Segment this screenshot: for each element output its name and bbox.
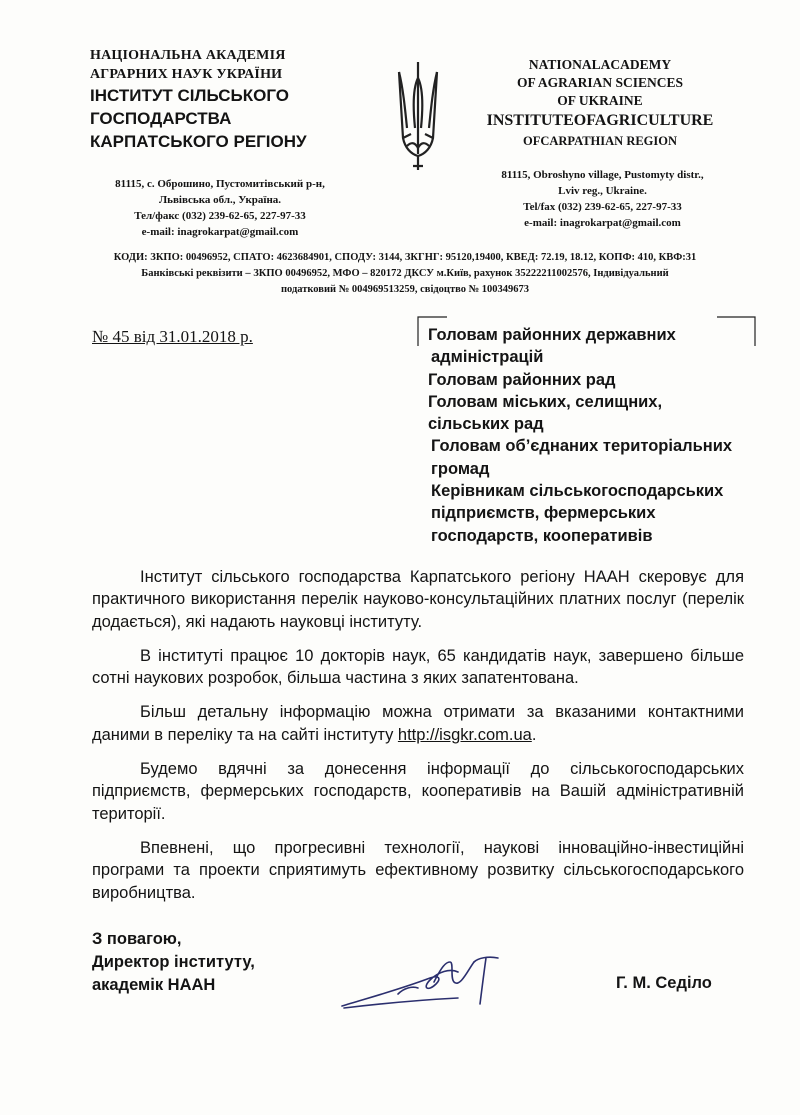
addressee-line: громад: [431, 459, 490, 478]
codes-line3: податковий № 004969513259, свідоцтво № 100349673: [280, 284, 530, 295]
handwritten-signature: [338, 948, 528, 1018]
institute-name-en-line1: INSTITUTEOFAGRICULTURE: [486, 112, 714, 129]
institute-name-line2: ГОСПОДАРСТВА: [90, 109, 232, 128]
address-line2: Львівська обл., Україна.: [158, 194, 282, 206]
addressee-line: Керівникам сільськогосподарських: [431, 482, 724, 501]
registration-codes: [60, 250, 750, 298]
signer-title: Директор інституту,: [92, 953, 255, 971]
institute-name-line3: КАРПАТСЬКОГО РЕГІОНУ: [90, 132, 307, 151]
org-name-en-line1: NATIONALACADEMY: [528, 57, 672, 72]
signoff-block: [92, 928, 255, 997]
closing-phrase: З повагою,: [92, 930, 182, 948]
org-name-en-line2: OF AGRARIAN SCIENCES: [516, 75, 684, 90]
institute-name-en-line2: OFCARPATHIAN REGION: [522, 134, 678, 148]
email-line: e-mail: inagrokarpat@gmail.com: [141, 226, 299, 238]
org-name-en-line3: OF UKRAINE: [557, 93, 643, 108]
body-paragraph-2: В інституті працює 10 докторів наук, 65 кандидатів наук, завершено більше сотні наукових розробок, більша частина з яких запатентована.: [92, 646, 744, 688]
body-paragraph-3-end: .: [531, 725, 537, 744]
header-right-address: [470, 167, 735, 231]
address-en-line2: Lviv reg., Ukraine.: [558, 185, 647, 197]
institute-website-link[interactable]: http://isgkr.com.ua: [397, 725, 532, 744]
email-en-line: e-mail: inagrokarpat@gmail.com: [524, 217, 681, 229]
signer-rank: академік НААН: [92, 976, 216, 994]
header-left-address: [100, 176, 340, 240]
addressee-line: Головам міських, селищних,: [428, 392, 663, 411]
header-right-org: [470, 56, 730, 150]
trident-emblem-icon: [393, 58, 443, 178]
org-name-line2: АГРАРНИХ НАУК УКРАЇНИ: [90, 67, 283, 82]
addressee-line: господарств, кооперативів: [431, 526, 653, 545]
body-paragraph-5: Впевнені, що прогресивні технології, наукові інноваційно-інвестиційні програми та проекти сприятимуть ефективному розвитку сільськогосподарського виробництва.: [92, 838, 744, 902]
institute-name-line1: ІНСТИТУТ СІЛЬСЬКОГО: [90, 86, 289, 105]
addressee-line: Головам районних рад: [428, 370, 616, 389]
signer-name: Г. М. Седіло: [616, 974, 712, 992]
addressee-line: Головам районних державних: [428, 326, 676, 344]
addressee-line: сільських рад: [428, 415, 544, 434]
addressee-block: [428, 324, 758, 547]
org-name-line1: НАЦІОНАЛЬНА АКАДЕМІЯ: [90, 48, 286, 63]
body-paragraph-3: [92, 701, 744, 746]
body-paragraph-1: Інститут сільського господарства Карпатського регіону НААН скеровує для практичного використання перелік науково-консультаційних платних послуг (перелік додається), які надають науковці інституту.: [92, 568, 744, 631]
addressee-line: підприємств, фермерських: [431, 504, 656, 523]
codes-line2: Банківські реквізити – ЗКПО 00496952, МФО – 820172 ДКСУ м.Київ, рахунок 35222211002576, Індивідуальний: [141, 268, 669, 279]
letter-reference: № 45 від 31.01.2018 р.: [92, 327, 253, 346]
addressee-line: Головам об’єднаних територіальних: [431, 437, 733, 456]
phone-line: Тел/факс (032) 239-62-65, 227-97-33: [134, 210, 306, 222]
codes-line1: КОДИ: ЗКПО: 00496952, СПАТО: 4623684901, СПОДУ: 3144, ЗКГНГ: 95120,19400, КВЕД: 72.19, 18.12, КОПФ: 410, КВФ:31: [113, 252, 697, 263]
header-left-org: [90, 46, 350, 153]
address-en-line1: 81115, Obroshyno village, Pustomyty distr.,: [501, 169, 704, 181]
address-line1: 81115, с. Оброшино, Пустомитівський р-н,: [115, 178, 325, 190]
body-paragraph-3-text: Більш детальну інформацію можна отримати за вказаними контактними даними в переліку та на сайті інституту: [92, 703, 744, 744]
addressee-line: адміністрацій: [431, 348, 544, 367]
body-paragraph-4: Будемо вдячні за донесення інформації до сільськогосподарських підприємств, фермерських господарств, кооперативів на Вашій адміністративній території.: [92, 760, 744, 823]
letter-body: [92, 566, 744, 916]
phone-en-line: Tel/fax (032) 239-62-65, 227-97-33: [523, 201, 682, 213]
